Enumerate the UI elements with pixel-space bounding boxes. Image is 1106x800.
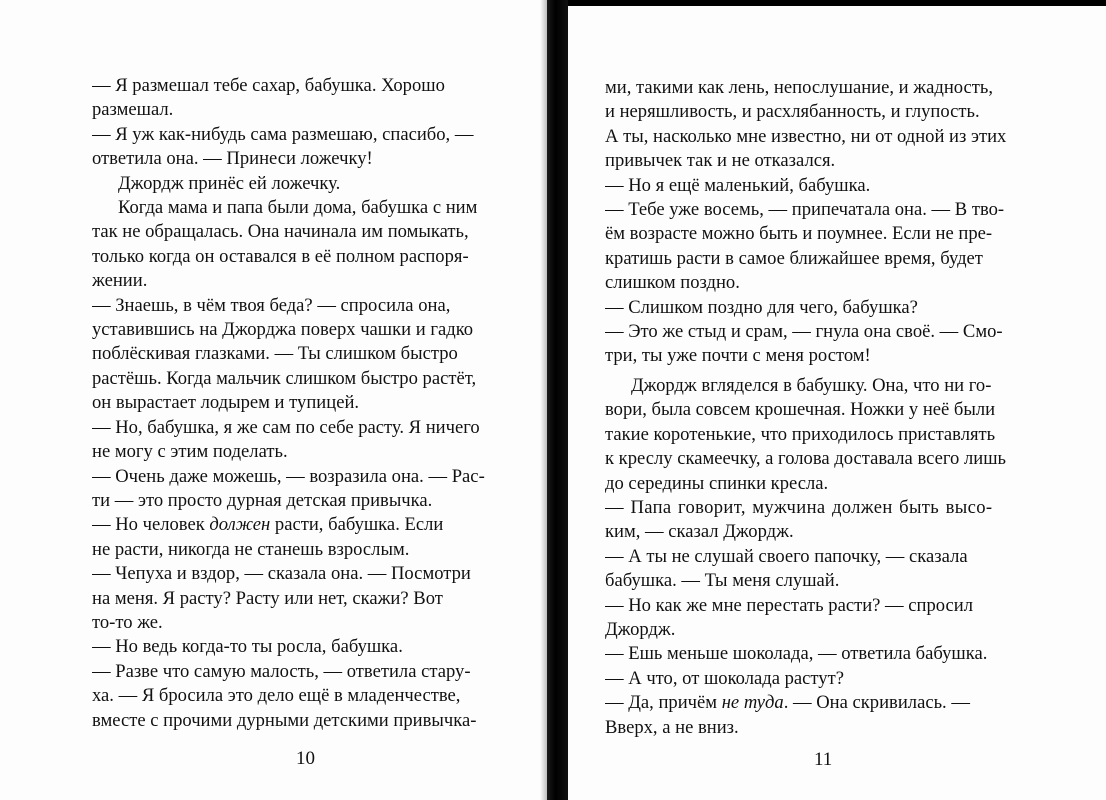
page-number: 11 — [814, 749, 833, 770]
text-line: ким, — сказал Джордж. — [605, 521, 794, 543]
text-line: жении. — [92, 270, 148, 292]
text-line: — Это же стыд и срам, — гнула она своё. — Смо- — [605, 321, 1003, 343]
text-line: привычек так и не отказался. — [605, 150, 836, 172]
text-line: он вырастает лодырем и тупицей. — [92, 392, 360, 414]
right-page-text — [605, 76, 1061, 740]
text-line: Джордж принёс ей ложечку. — [118, 172, 341, 194]
text-line: Джордж вгляделся в бабушку. Она, что ни го- — [631, 374, 992, 396]
italic-phrase: не туда — [721, 692, 784, 714]
text-line: — Я размешал тебе сахар, бабушка. Хорошо — [92, 75, 445, 96]
text-line: слишком поздно. — [605, 272, 740, 294]
text-line: ми, такими как лень, непослушание, и жадность, — [605, 77, 994, 98]
text-fragment: . — Она скривилась. — — [783, 692, 970, 714]
text-line: и неряшливость, и расхлябанность, и глупость. — [605, 101, 980, 123]
left-page — [0, 0, 547, 800]
text-line: А ты, насколько мне известно, ни от одной из этих — [605, 125, 1007, 147]
text-line: к креслу скамеечку, а голова доставала всего лишь — [605, 448, 1006, 470]
text-line: не могу с этим поделать. — [92, 441, 288, 463]
text-line: — А что, от шоколада растут? — [605, 667, 844, 689]
text-line: поблёскивая глазками. — Ты слишком быстро — [92, 343, 458, 365]
text-line: — Разве что самую малость, — ответила стару- — [92, 660, 471, 682]
text-line: бабушка. — Ты меня слушай. — [605, 570, 840, 592]
text-line: растёшь. Когда мальчик слишком быстро растёт, — [92, 367, 477, 389]
text-line: уставившись на Джорджа поверх чашки и гадко — [92, 319, 474, 341]
text-line: — Но, бабушка, я же сам по себе расту. Я ничего — [92, 416, 480, 438]
text-line: так не обращалась. Она начинала им помыкать, — [92, 221, 469, 243]
text-line — [92, 513, 520, 537]
text-line: — Ешь меньше шоколада, — ответила бабушка. — [605, 643, 988, 665]
text-line: на меня. Я расту? Расту или нет, скажи? Вот — [92, 587, 443, 609]
text-line: — А ты не слушай своего папочку, — сказала — [605, 545, 968, 567]
text-line: — Очень даже можешь, — возразила она. — Рас- — [92, 465, 485, 487]
text-line: — Но как же мне перестать расти? — спросил — [605, 594, 974, 616]
page-shadow — [540, 0, 547, 800]
text-line: три, ты уже почти с меня ростом! — [605, 345, 871, 367]
text-line: — Тебе уже восемь, — припечатала она. — В тво- — [605, 199, 1005, 221]
text-line: ём возрасте можно быть и поумнее. Если не пре- — [605, 223, 993, 245]
text-line: то-то же. — [92, 611, 163, 633]
text-line: до середины спинки кресла. — [605, 472, 829, 494]
text-line: ха. — Я бросила это дело ещё в младенчестве, — [92, 685, 461, 707]
text-fragment: — Да, причём — [605, 692, 722, 714]
text-line: вместе с прочими дурными детскими привычка- — [92, 709, 477, 731]
text-line: — Но ведь когда-то ты росла, бабушка. — [92, 636, 403, 658]
text-line: такие коротенькие, что приходилось приставлять — [605, 423, 996, 445]
text-line: — Слишком поздно для чего, бабушка? — [605, 296, 918, 318]
text-fragment: расти, бабушка. Если — [270, 514, 444, 536]
text-line: размешал. — [92, 99, 174, 121]
text-line: Когда мама и папа были дома, бабушка с ним — [118, 197, 478, 219]
text-line: — Знаешь, в чём твоя беда? — спросила она, — [92, 294, 451, 316]
text-line: Вверх, а не вниз. — [605, 716, 739, 738]
text-line: Джордж. — [605, 618, 676, 640]
text-fragment: — Но человек — [92, 514, 210, 536]
text-line: — Я уж как-нибудь сама размешаю, спасибо, — — [92, 123, 474, 145]
book-gutter — [547, 0, 568, 800]
text-line: — Папа говорит, мужчина должен быть высо- — [605, 496, 993, 518]
text-line: не расти, никогда не станешь взрослым. — [92, 538, 410, 560]
text-line: кратишь расти в самое ближайшее время, будет — [605, 247, 983, 269]
text-line — [605, 691, 1061, 715]
text-line: — Но я ещё маленький, бабушка. — [605, 174, 871, 196]
text-line: ти — это просто дурная детская привычка. — [92, 489, 433, 511]
text-line: только когда он оставался в её полном распоря- — [92, 245, 469, 267]
italic-word: должен — [209, 514, 271, 536]
text-line: — Чепуха и вздор, — сказала она. — Посмотри — [92, 563, 471, 585]
right-page — [568, 6, 1106, 800]
left-page-text — [92, 74, 520, 733]
page-number: 10 — [296, 748, 315, 769]
text-line: ответила она. — Принеси ложечку! — [92, 148, 373, 170]
text-line: вори, была совсем крошечная. Ножки у неё были — [605, 399, 996, 421]
